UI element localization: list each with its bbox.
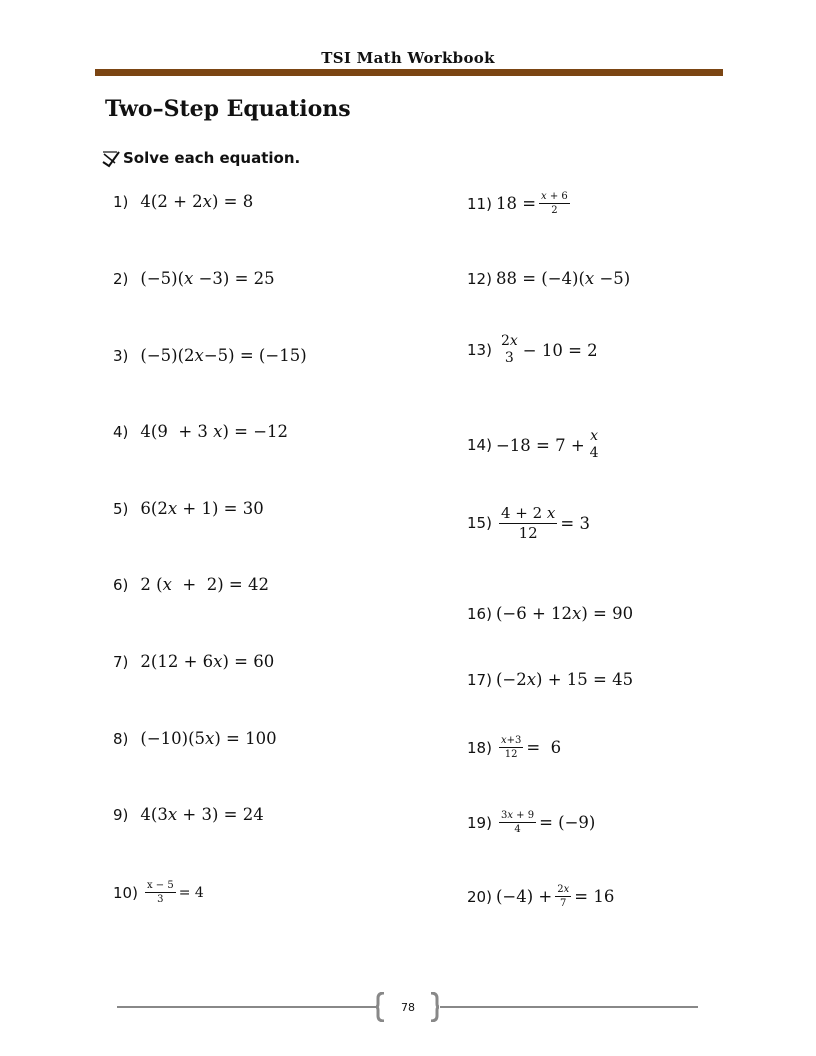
pencil-check-icon bbox=[101, 148, 121, 168]
problem-18 bbox=[467, 735, 561, 760]
problem-number: 20) bbox=[467, 887, 492, 906]
problem-11 bbox=[467, 191, 573, 216]
header-rule bbox=[95, 69, 723, 76]
equation: 18 = $\frac{x + 6}{2}$ bbox=[495, 191, 568, 216]
equation: $\frac{x+3}{12}$ = 6 bbox=[500, 735, 562, 760]
problem-9 bbox=[113, 805, 264, 824]
problem-number: 13) bbox=[467, 341, 492, 360]
problem-19 bbox=[467, 810, 595, 835]
equation: 6(2x + 1) = 30 bbox=[140, 499, 264, 518]
footer-line-right bbox=[440, 1006, 698, 1008]
problem-1 bbox=[113, 192, 253, 211]
problem-number: 16) bbox=[467, 604, 492, 623]
problem-7 bbox=[113, 652, 274, 671]
problem-2 bbox=[113, 269, 275, 288]
problem-15 bbox=[467, 505, 590, 541]
equation: 88 = (−4)(x −5) bbox=[495, 269, 631, 288]
problem-13 bbox=[467, 334, 598, 367]
problem-12 bbox=[467, 269, 630, 288]
problem-number: 9) bbox=[113, 805, 129, 824]
problem-number: 15) bbox=[467, 514, 492, 532]
problem-5 bbox=[113, 499, 264, 518]
problem-10 bbox=[113, 880, 204, 905]
equation: 2x 3 − 10 = 2 bbox=[500, 333, 598, 367]
workbook-title: TSI Math Workbook bbox=[321, 49, 495, 67]
problem-6 bbox=[113, 575, 269, 594]
page-number: 78 bbox=[401, 1001, 415, 1014]
footer-line-left bbox=[117, 1006, 377, 1008]
equation: 4(9 + 3 x) = −12 bbox=[140, 422, 289, 441]
page-title: Two–Step Equations bbox=[105, 96, 351, 122]
problem-number: 5) bbox=[113, 499, 129, 518]
problem-number: 11) bbox=[467, 194, 492, 213]
equation: (−5)(2x−5) = (−15) bbox=[140, 346, 307, 365]
equation: 4(3x + 3) = 24 bbox=[140, 805, 264, 824]
problem-number: 7) bbox=[113, 652, 129, 671]
instruction-text: Solve each equation. bbox=[123, 149, 301, 167]
equation: (−4) + $\frac{2x}{7}$ = 16 bbox=[495, 884, 615, 909]
problem-14 bbox=[467, 429, 604, 462]
problem-number: 10) bbox=[113, 883, 138, 902]
equation: (−2x) + 15 = 45 bbox=[495, 670, 634, 689]
equation: (−6 + 12x) = 90 bbox=[495, 604, 634, 623]
equation: $\frac{3x + 9}{4}$ = (−9) bbox=[500, 810, 596, 835]
equation: 2 (x + 2) = 42 bbox=[140, 575, 269, 594]
equation: $\frac{4 + 2 x}{12}$ = 3 bbox=[500, 504, 590, 542]
problem-4 bbox=[113, 422, 288, 441]
problem-number: 19) bbox=[467, 813, 492, 832]
problem-3 bbox=[113, 346, 307, 365]
problem-number: 8) bbox=[113, 729, 129, 748]
problem-number: 18) bbox=[467, 738, 492, 757]
problem-20 bbox=[467, 884, 614, 909]
problem-number: 6) bbox=[113, 575, 129, 594]
instruction bbox=[101, 148, 300, 168]
problem-number: 12) bbox=[467, 269, 492, 288]
problem-17 bbox=[467, 670, 633, 689]
equation: 2(12 + 6x) = 60 bbox=[140, 652, 275, 671]
equation: $\frac{x - 5}{3}$ = 4 bbox=[146, 880, 204, 905]
problem-8 bbox=[113, 729, 277, 748]
problem-number: 1) bbox=[113, 192, 129, 211]
equation: 4(2 + 2x) = 8 bbox=[140, 192, 254, 211]
problem-number: 4) bbox=[113, 422, 129, 441]
problem-number: 3) bbox=[113, 346, 129, 365]
equation: −18 = 7 + x 4 bbox=[495, 428, 599, 462]
problem-number: 14) bbox=[467, 436, 492, 455]
problem-number: 2) bbox=[113, 269, 129, 288]
problem-number: 17) bbox=[467, 670, 492, 689]
equation: (−10)(5x) = 100 bbox=[140, 729, 277, 748]
equation: (−5)(x −3) = 25 bbox=[140, 269, 275, 288]
problem-16 bbox=[467, 604, 633, 623]
